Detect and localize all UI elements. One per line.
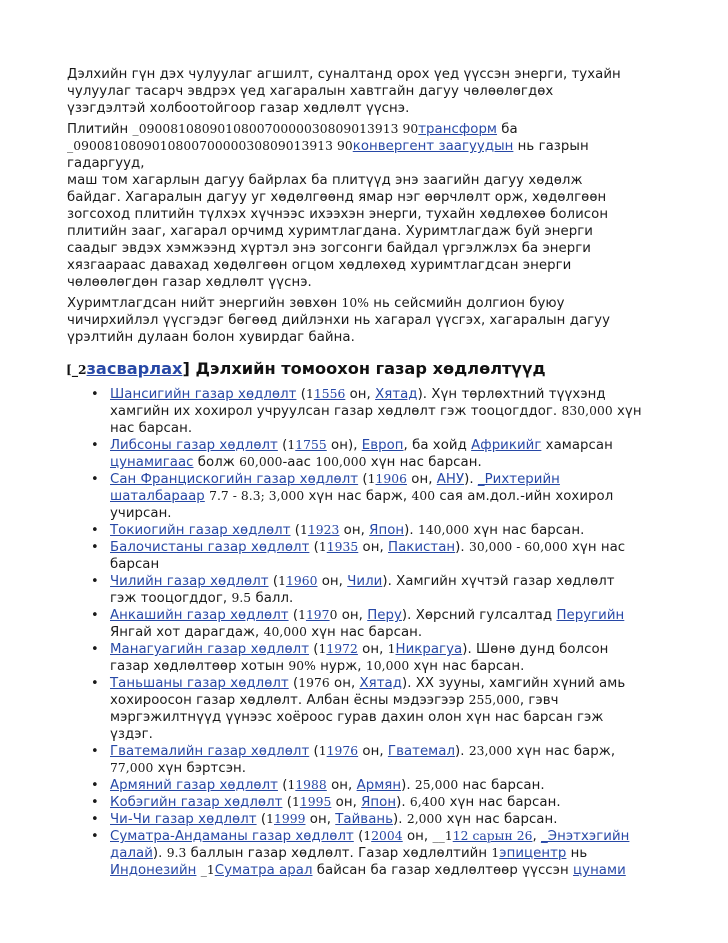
text-run: ). <box>152 846 167 861</box>
wiki-link[interactable]: 1999 <box>273 812 306 826</box>
text-run: Янгай хот дарагдаж, <box>110 625 260 640</box>
wiki-link[interactable]: Таньшаны газар хөдлөлт <box>110 676 289 691</box>
text-run: ). <box>393 812 407 827</box>
paragraph <box>67 295 667 346</box>
text-run: 1 <box>266 812 274 826</box>
wiki-link[interactable]: Тайвань <box>335 812 394 827</box>
wiki-link[interactable]: 1755 <box>295 438 327 452</box>
text-run: -аас <box>282 455 316 470</box>
text-run: 255,000 <box>468 693 520 707</box>
text-run: хүн нас барсан. <box>469 523 585 538</box>
text-run: 140,000 <box>417 523 470 537</box>
wiki-link[interactable]: Гватемалийн газар хөдлөлт <box>110 744 310 759</box>
text-run: хүн нас барж, <box>516 744 616 759</box>
bullet-icon: • <box>91 642 99 657</box>
list-item <box>67 607 667 641</box>
text-run: 25,000 <box>414 778 459 792</box>
list-item <box>67 675 667 743</box>
wiki-link[interactable]: цунамигаас <box>110 455 194 470</box>
list-item <box>67 794 667 811</box>
wiki-link[interactable]: Пакистан <box>388 540 456 555</box>
text-run: ). <box>455 540 469 555</box>
wiki-link[interactable]: Суматра арал <box>214 863 313 878</box>
wiki-link[interactable]: Перугийн <box>556 608 625 623</box>
text-run: ( <box>353 829 364 844</box>
text-run: _090081080901080070000030809013913 90 <box>132 122 419 136</box>
text-run: ( <box>288 608 299 623</box>
text-run: 6,400 <box>409 795 446 809</box>
text-run: ( <box>309 540 319 555</box>
text-run: 10,000 <box>365 659 410 673</box>
text-run: байсан ба газар хөдлөлтөөр үүссэн <box>312 863 574 878</box>
text-run: хүн нас барсан. <box>366 455 482 470</box>
text-run: ( <box>288 676 299 691</box>
paragraph <box>67 121 667 291</box>
text-run: 7.7 - 8.3; 3,000 <box>209 489 305 503</box>
wiki-link[interactable]: Армяний газар хөдлөлт <box>110 778 278 793</box>
text-run: 1 <box>291 795 300 809</box>
wiki-link[interactable]: 1995 <box>299 795 332 809</box>
bullet-icon: • <box>91 438 99 453</box>
text-run: , <box>532 829 542 844</box>
text-run: 2,000 <box>406 812 443 826</box>
wiki-link[interactable]: Никрагуа <box>395 642 463 657</box>
wiki-link[interactable]: Япон <box>369 523 405 538</box>
text-run: ). <box>404 523 418 538</box>
wiki-link[interactable]: эпицентр <box>499 846 567 861</box>
list-item <box>67 539 667 573</box>
text-run: он, <box>402 829 433 844</box>
text-run: он, <box>337 608 368 623</box>
text-run: ( <box>277 438 288 453</box>
text-run: ] Дэлхийн томоохон газар хөдлөлтүүд <box>182 359 546 378</box>
wiki-link[interactable]: Либсоны газар хөдлөлт <box>110 438 278 453</box>
text-run: ба <box>501 122 518 137</box>
text-run: ( <box>309 642 319 657</box>
wiki-link[interactable]: Япон <box>361 795 397 810</box>
text-run: балл. <box>251 591 294 606</box>
text-run: 40,000 <box>263 625 307 639</box>
list-item <box>67 386 667 437</box>
bullet-icon: • <box>91 523 99 538</box>
text-run: 1 <box>318 744 327 758</box>
wiki-link[interactable]: засварлах <box>86 359 183 378</box>
text-run: 1 <box>367 472 376 486</box>
text-run: ). Шөнө дунд болсон газар хөдлөлтөөр хотын <box>110 642 609 674</box>
text-run: 1 <box>491 846 500 860</box>
list-item <box>67 828 667 879</box>
bullet-icon: • <box>91 387 99 402</box>
section-heading <box>66 359 667 380</box>
text-run: нь <box>570 846 588 861</box>
text-run: 0 <box>329 608 338 622</box>
text-run: ). Хүн төрлөхтний түүхэнд хамгийн их хохирол учруулсан газар хөдлөлт гэж тооцогддог. <box>110 387 606 419</box>
text-run: 9.3 <box>166 846 187 860</box>
wiki-link[interactable]: 1906 <box>375 472 407 486</box>
wiki-link[interactable]: Перу <box>367 608 402 623</box>
list-item <box>67 471 667 522</box>
text-run: ( <box>282 795 292 810</box>
text-run: хүн нас барсан. <box>110 404 642 436</box>
wiki-link[interactable]: трансформ <box>418 122 498 137</box>
text-run: ). <box>401 778 415 793</box>
text-run: хамарсан <box>545 438 613 453</box>
text-run: болж <box>193 455 240 470</box>
text-run: 1 <box>298 608 306 622</box>
text-run: 1 <box>387 642 396 656</box>
wiki-link[interactable]: 2004 <box>371 829 403 843</box>
list-item <box>67 743 667 777</box>
text-run: хүн нас барсан. <box>306 625 423 640</box>
text-run: 1 <box>318 642 327 656</box>
wiki-link[interactable]: _Энэтхэгийн далай <box>110 829 630 861</box>
wiki-link[interactable]: 1976 <box>326 744 359 758</box>
text-run: хүн нас барсан <box>110 540 626 572</box>
bullet-icon: • <box>91 540 99 555</box>
text-run: он, <box>326 778 357 793</box>
text-run: хүн нас барсан. <box>442 812 558 827</box>
text-run: ( <box>358 472 368 487</box>
wiki-link[interactable]: Гватемал <box>387 744 456 759</box>
text-run: он, <box>317 574 348 589</box>
text-run: он, <box>358 744 388 759</box>
wiki-link[interactable]: Анкашийн газар хөдлөлт <box>110 608 289 623</box>
wiki-link[interactable]: 1972 <box>326 642 358 656</box>
text-run: [_2 <box>66 362 87 377</box>
bullet-icon: • <box>91 744 99 759</box>
text-run: 1 <box>363 829 372 843</box>
wiki-link[interactable]: Суматра-Андаманы газар хөдлөлт <box>110 829 354 844</box>
paragraph <box>67 66 667 117</box>
text-run: 1 <box>278 574 286 588</box>
text-run: ( <box>277 778 288 793</box>
text-run: Плитийн <box>67 122 133 137</box>
wiki-link[interactable]: Чилийн газар хөдлөлт <box>110 574 269 589</box>
text-run: , ба хойд <box>403 438 472 453</box>
wiki-link[interactable]: 12 сарын 26 <box>452 829 533 843</box>
wiki-link[interactable]: Балочистаны газар хөдлөлт <box>110 540 310 555</box>
list-item <box>67 573 667 607</box>
text-run: баллын газар хөдлөлт. Газар хөдлөлтийн <box>186 846 492 861</box>
list-item <box>67 437 667 471</box>
wiki-link[interactable]: Индонезийн <box>110 863 197 878</box>
bullet-icon: • <box>91 778 99 793</box>
document-page <box>67 66 667 879</box>
text-run: 9.5 <box>231 591 252 605</box>
wiki-link[interactable]: Чили <box>347 574 383 589</box>
text-run: он, <box>331 795 362 810</box>
text-run: 77,000 <box>110 761 154 775</box>
text-run: 60,000 <box>239 455 283 469</box>
bullet-icon: • <box>91 676 99 691</box>
text-run: хүн бэртсэн. <box>153 761 247 776</box>
text-run: нь сейсмийн долгион буюу чичирхийлэл үүсгэдэг бөгөөд дийлэнхи нь хагарал үүсгэх, хагаралын дагуу үрэлтийн дулаан болон хувирдаг байна. <box>67 296 611 345</box>
text-run: ( <box>256 812 267 827</box>
list-item <box>67 777 667 794</box>
text-run: сая ам.дол.-ийн хохирол учирсан. <box>110 489 614 521</box>
wiki-link[interactable]: 1988 <box>295 778 327 792</box>
list-item <box>67 522 667 539</box>
text-run: , гэвч мэргэжилтнүүд үүнээс хоёроос гурав дахин олон хүн нас барсан гэж үздэг. <box>110 693 604 742</box>
text-run: 90% <box>288 659 316 673</box>
text-run: ( <box>296 387 306 402</box>
bullet-icon: • <box>91 795 99 810</box>
text-run: он, <box>358 540 389 555</box>
list-item <box>67 811 667 828</box>
text-run: 1 <box>305 387 314 401</box>
text-run: он, <box>345 387 376 402</box>
text-run: нурж, <box>315 659 366 674</box>
text-run: 1 <box>287 438 296 452</box>
text-run: ( <box>309 744 319 759</box>
wiki-link[interactable]: 1935 <box>326 540 359 554</box>
text-run: _090081080901080070000030809013913 90 <box>67 139 353 153</box>
text-run: ( <box>268 574 279 589</box>
wiki-link[interactable]: Кобэгийн газар хөдлөлт <box>110 795 283 810</box>
text-run: он), <box>326 438 362 453</box>
wiki-link[interactable]: 1960 <box>285 574 318 588</box>
text-run: ). Хөрсний гулсалтад <box>401 608 557 623</box>
bullet-icon: • <box>91 812 99 827</box>
text-run: он, <box>406 472 437 487</box>
bullet-icon: • <box>91 472 99 487</box>
wiki-link[interactable]: Чи-Чи газар хөдлөлт <box>110 812 257 827</box>
earthquake-list <box>67 386 667 879</box>
text-run: нь газрын гадаргууд, маш том хагарлын дагуу байрлах ба плитүүд энэ заагийн дагуу хөдөлж байдаг. Хагаралын дагуу уг хөдөлгөөнд ямар нэг өөрчлөлт орж, хөдөлгөөн зогсоход плитийн түлхэх хүчнээс ихээхэн энерги, тухайн хөдлөхөө болисон плитийн зааг, хагарал орчимд хуримтлагдана. Хуримтлагдаж буй энерги саадыг эвдэх хэмжээнд хүртэл энэ зогсонги байдал үргэлжлэх ба энерги хязгаараас давахад хөдөлгөөн огцом хөдлөхөд хуримтлагдсан энерги чөлөөлөгдөн газар хөдлөлт үүснэ. <box>67 139 609 290</box>
wiki-link[interactable]: 1923 <box>307 523 340 537</box>
wiki-link[interactable]: Хятад <box>359 676 402 691</box>
wiki-link[interactable]: Африкийг <box>471 438 542 453</box>
bullet-icon: • <box>91 574 99 589</box>
text-run: 100,000 <box>315 455 367 469</box>
wiki-link[interactable]: 197 <box>305 608 330 622</box>
wiki-link[interactable]: 1556 <box>313 387 346 401</box>
text-run: ). XX зууны, хамгийн хүний амь хохироосон газар хөдлөлт. Албан ёсны мэдээгээр <box>110 676 626 708</box>
text-run: 400 <box>411 489 436 503</box>
list-item <box>67 641 667 675</box>
wiki-link[interactable]: Манагуагийн газар хөдлөлт <box>110 642 310 657</box>
text-run: 30,000 - 60,000 <box>468 540 568 554</box>
text-run: 1 <box>300 523 308 537</box>
text-run: ). Хамгийн хүчтэй газар хөдлөлт гэж тооцогддог, <box>110 574 615 606</box>
wiki-link[interactable]: конвергент заагуудын <box>352 139 514 154</box>
intro-paragraphs <box>67 66 667 346</box>
text-run: хүн нас барсан. <box>445 795 561 810</box>
text-run: он, <box>339 523 370 538</box>
text-run: нас барсан. <box>458 778 545 793</box>
text-run: хүн нас барж, <box>304 489 412 504</box>
text-run: ). <box>396 795 410 810</box>
text-run: 1976 <box>298 676 330 690</box>
text-run: 1 <box>318 540 327 554</box>
text-run: __1 <box>432 829 453 843</box>
text-run: Дэлхийн гүн дэх чулуулаг агшилт, суналтанд орох үед үүссэн энерги, тухайн чулуулаг тасарч эвдрэх үед хагаралын хавтгайн дагуу чөлөөлөгдөх үзэгдэлтэй холбоотойгоор газар хөдлөлт үүснэ. <box>67 67 621 116</box>
wiki-link[interactable]: цунами <box>573 863 626 878</box>
wiki-link[interactable]: Сан Францискогийн газар хөдлөлт <box>110 472 359 487</box>
bullet-icon: • <box>91 608 99 623</box>
wiki-link[interactable]: Армян <box>356 778 402 793</box>
text-run: хүн нас барсан. <box>409 659 525 674</box>
text-run: 1 <box>287 778 296 792</box>
text-run: 830,000 <box>561 404 613 418</box>
text-run: ). <box>464 472 478 487</box>
wiki-link[interactable]: Хятад <box>375 387 418 402</box>
text-run: он, <box>305 812 336 827</box>
text-run: 23,000 <box>468 744 513 758</box>
text-run: 10% <box>341 296 369 310</box>
text-run: Хуримтлагдсан нийт энергийн зөвхөн <box>67 296 342 311</box>
wiki-link[interactable]: АНУ <box>436 472 465 487</box>
bullet-icon: • <box>91 829 99 844</box>
wiki-link[interactable]: Токиогийн газар хөдлөлт <box>110 523 291 538</box>
text-run: ). <box>455 744 469 759</box>
wiki-link[interactable]: Европ <box>361 438 404 453</box>
wiki-link[interactable]: Шансигийн газар хөдлөлт <box>110 387 297 402</box>
text-run: _1 <box>200 863 215 877</box>
text-run: он, <box>357 642 388 657</box>
text-run: ( <box>290 523 301 538</box>
text-run: он, <box>329 676 360 691</box>
wiki-link[interactable]: _Рихтерийн шаталбараар <box>110 472 560 504</box>
